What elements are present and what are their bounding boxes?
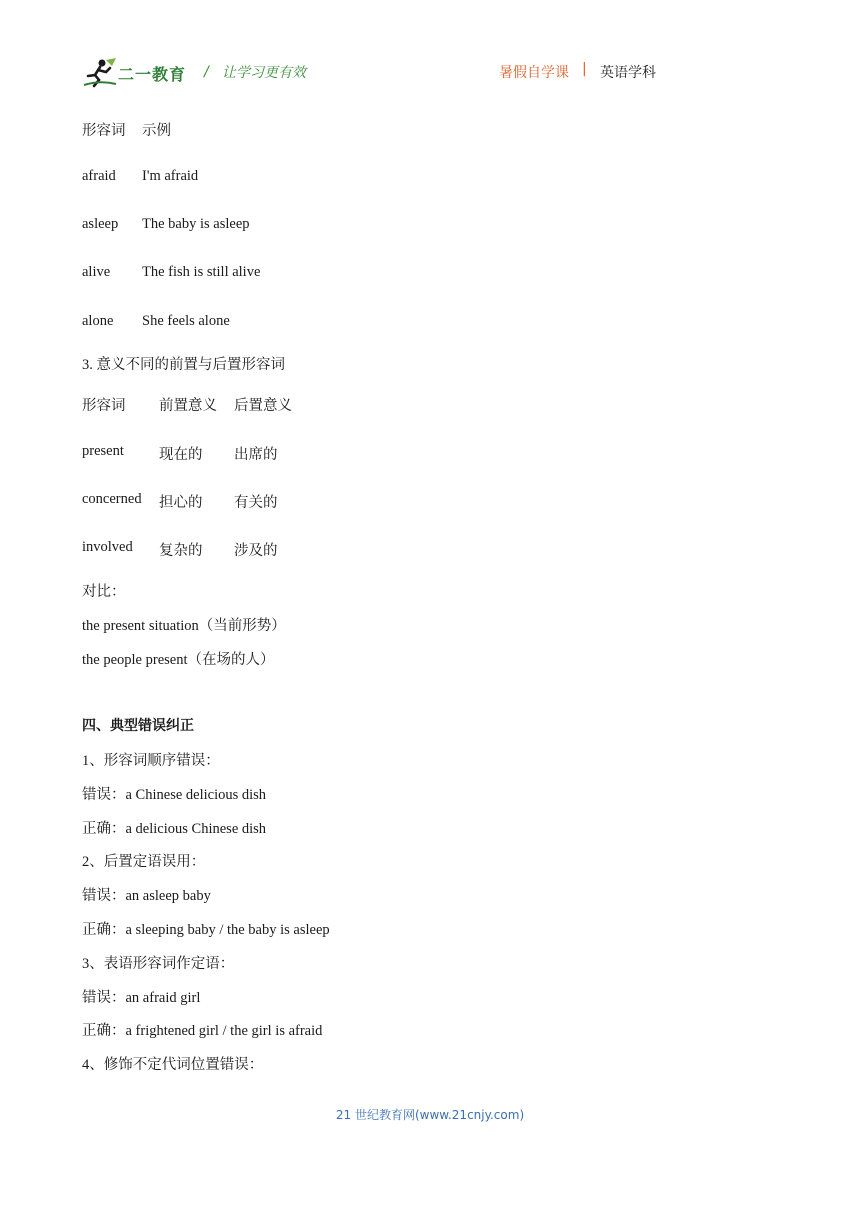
section4-line: 正确：a frightened girl / the girl is afraid	[82, 1023, 323, 1039]
table2-header-postnominal: 后置意义	[234, 398, 292, 414]
table2-header-adjective: 形容词	[82, 398, 126, 414]
table1-cell-example: The fish is still alive	[142, 264, 261, 280]
table1-cell-adjective: alive	[82, 264, 111, 280]
page-footer: 21 世纪教育网(www.21cnjy.com)	[335, 1108, 525, 1122]
compare-line: the present situation（当前形势）	[82, 618, 286, 634]
section4-line: 错误：an asleep baby	[82, 888, 211, 904]
slogan: 让学习更有效	[222, 65, 306, 81]
page-header	[82, 56, 682, 90]
table1-header-example: 示例	[142, 123, 171, 139]
table1-cell-example: The baby is asleep	[142, 216, 250, 232]
table2-cell-prenominal: 复杂的	[159, 543, 203, 559]
compare-label: 对比：	[82, 584, 126, 600]
table2-header-prenominal: 前置意义	[159, 398, 217, 414]
section4-line: 1、形容词顺序错误：	[82, 753, 220, 769]
compare-line: the people present（在场的人）	[82, 652, 275, 668]
table2-cell-postnominal: 出席的	[234, 447, 278, 463]
table1-cell-example: I'm afraid	[142, 168, 199, 184]
table2-cell-prenominal: 现在的	[159, 447, 203, 463]
table1-cell-adjective: afraid	[82, 168, 116, 184]
course-name: 暑假自学课	[499, 65, 569, 81]
header-separator: |	[582, 61, 587, 77]
table2-cell-adjective: concerned	[82, 491, 142, 507]
table1-cell-adjective: alone	[82, 313, 114, 329]
section4-line: 2、后置定语误用：	[82, 854, 206, 870]
runner-icon	[82, 58, 118, 88]
subject-name: 英语学科	[600, 65, 656, 81]
table2-cell-adjective: present	[82, 443, 124, 459]
table2-cell-prenominal: 担心的	[159, 495, 203, 511]
logo	[82, 56, 192, 90]
logo-text: 二一教育	[118, 65, 187, 84]
table1-header-adjective: 形容词	[82, 123, 126, 139]
section4-line: 错误：a Chinese delicious dish	[82, 787, 267, 803]
table2-cell-postnominal: 有关的	[234, 495, 278, 511]
section4-line: 4、修饰不定代词位置错误：	[82, 1057, 264, 1073]
table2-cell-adjective: involved	[82, 539, 133, 555]
section4-line: 错误：an afraid girl	[82, 990, 201, 1006]
table1-cell-example: She feels alone	[142, 313, 230, 329]
section3-title: 3. 意义不同的前置与后置形容词	[82, 357, 285, 373]
table2-cell-postnominal: 涉及的	[234, 543, 278, 559]
section4-title: 四、典型错误纠正	[82, 718, 194, 734]
section4-line: 3、表语形容词作定语：	[82, 956, 235, 972]
section4-line: 正确：a delicious Chinese dish	[82, 821, 267, 837]
slogan-divider: /	[204, 64, 209, 80]
section4-line: 正确：a sleeping baby / the baby is asleep	[82, 922, 330, 938]
table1-cell-adjective: asleep	[82, 216, 119, 232]
